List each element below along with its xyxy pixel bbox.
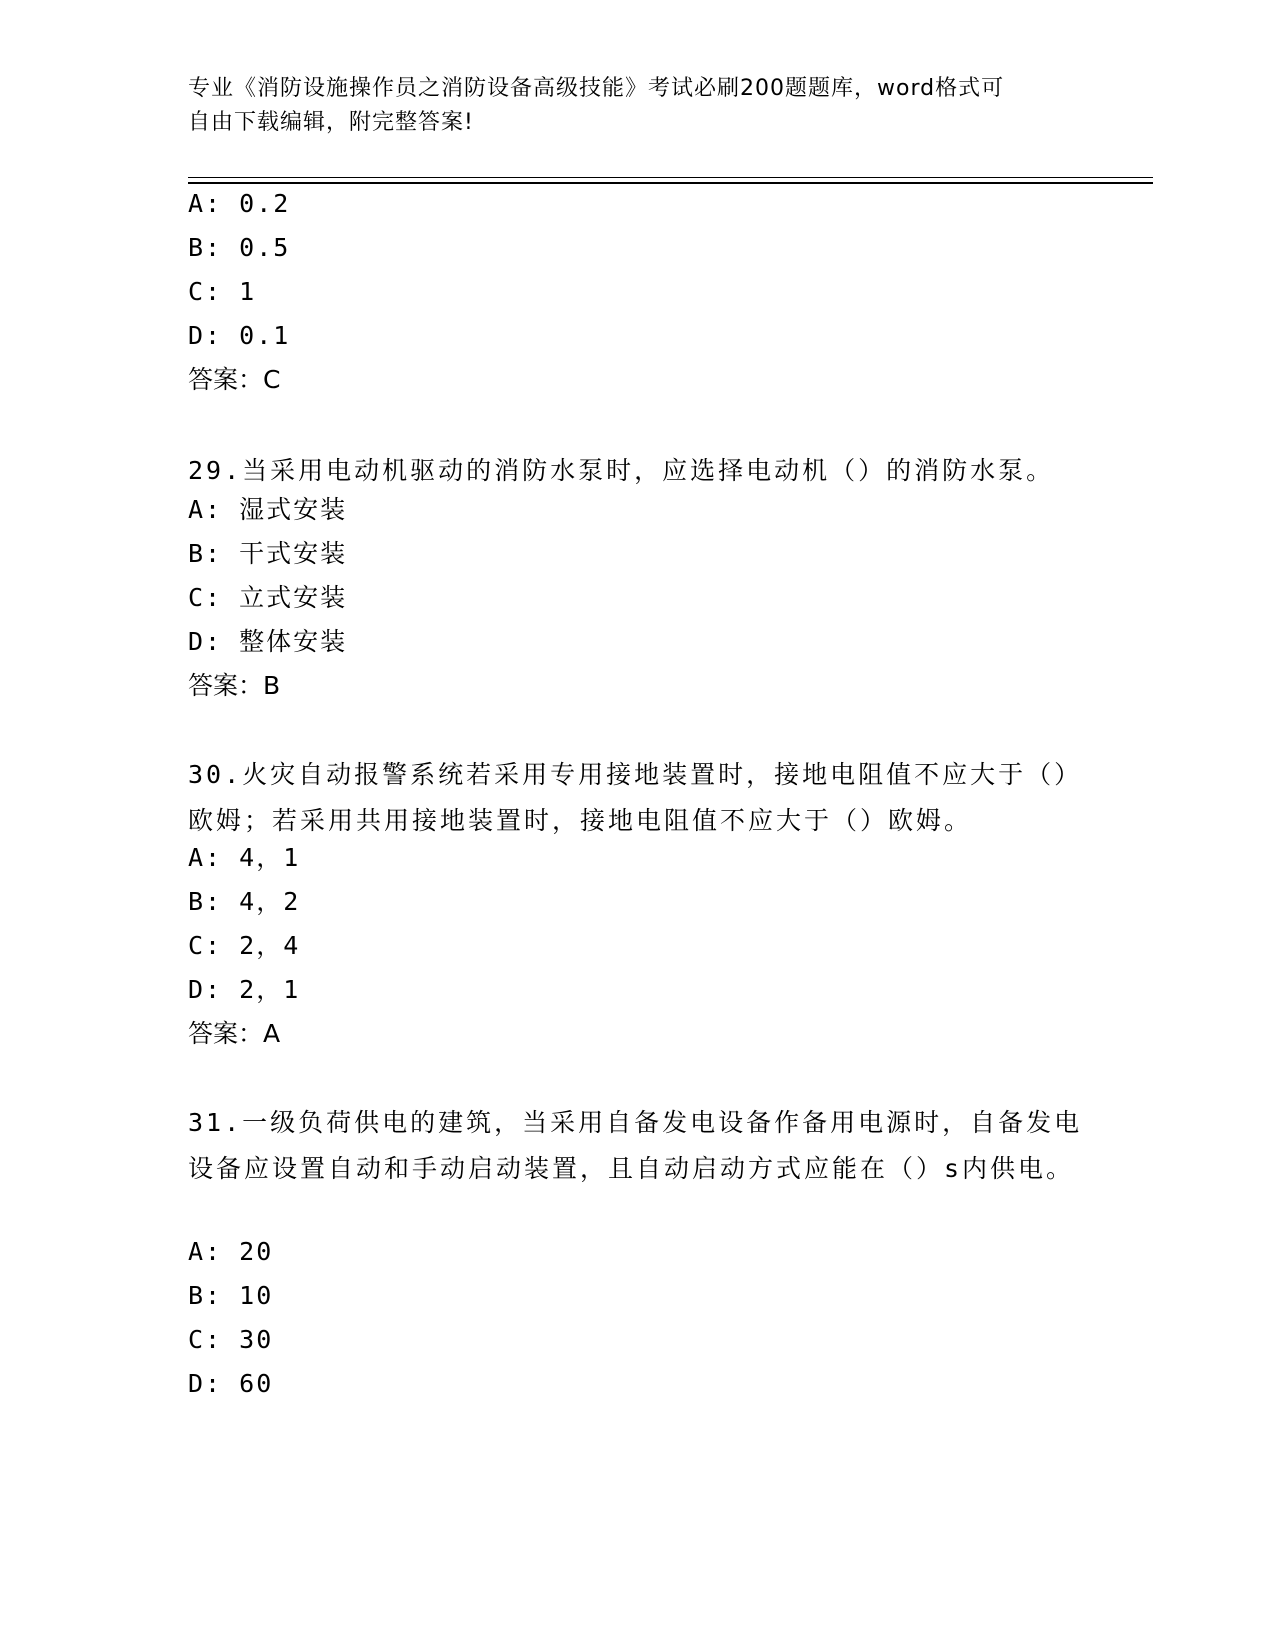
q29-answer: 答案：B	[188, 671, 281, 700]
header-line-1: 专业《消防设施操作员之消防设备高级技能》考试必刷200题题库，word格式可	[188, 76, 1005, 101]
q29-option-c: C: 立式安装	[188, 583, 348, 612]
document-header	[188, 72, 1088, 140]
q30-option-a: A: 4，1	[188, 843, 301, 872]
q29-option-b: B: 干式安装	[188, 539, 348, 568]
q29-option-a: A: 湿式安装	[188, 495, 348, 524]
header-divider-thick	[188, 182, 1153, 184]
q29-question: 29.当采用电动机驱动的消防水泵时，应选择电动机（）的消防水泵。	[188, 456, 1055, 485]
q28-option-b: B: 0.5	[188, 233, 291, 262]
q31-option-b: B: 10	[188, 1281, 274, 1310]
q28-option-d: D: 0.1	[188, 321, 291, 350]
header-divider-thin	[188, 177, 1153, 178]
q31-option-d: D: 60	[188, 1369, 274, 1398]
q30-option-c: C: 2，4	[188, 931, 301, 960]
q31-option-a: A: 20	[188, 1237, 274, 1266]
q30-answer: 答案：A	[188, 1019, 281, 1048]
q31-option-c: C: 30	[188, 1325, 274, 1354]
header-line-2: 自由下载编辑，附完整答案!	[188, 110, 474, 135]
q30-option-d: D: 2，1	[188, 975, 301, 1004]
q30-question: 30.火灾自动报警系统若采用专用接地装置时，接地电阻值不应大于（）欧姆；若采用共用接地装置时，接地电阻值不应大于（）欧姆。	[188, 760, 1083, 835]
q31-question: 31.一级负荷供电的建筑，当采用自备发电设备作备用电源时，自备发电设备应设置自动和手动启动装置，且自动启动方式应能在（）s内供电。	[188, 1108, 1083, 1183]
q28-option-a: A: 0.2	[188, 189, 291, 218]
q30-option-b: B: 4，2	[188, 887, 301, 916]
q28-option-c: C: 1	[188, 277, 257, 306]
q29-option-d: D: 整体安装	[188, 627, 348, 656]
q28-answer: 答案：C	[188, 365, 281, 394]
